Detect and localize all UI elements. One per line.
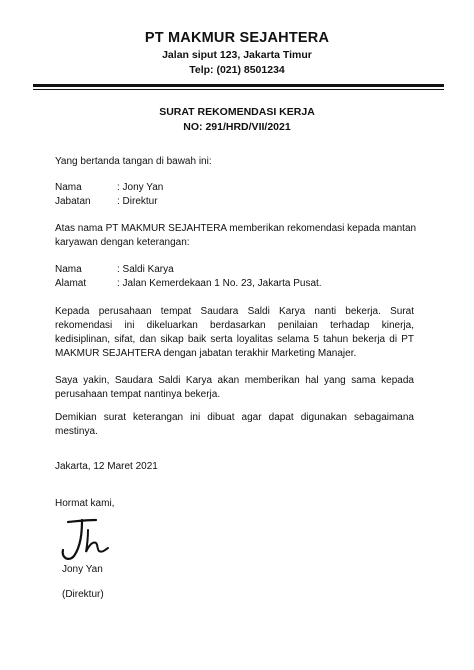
recommendation-intro-line-1: Atas nama PT MAKMUR SEJAHTERA memberikan rekomendasi kepada mantan — [55, 223, 417, 234]
letterhead-divider-thin — [33, 89, 444, 90]
body-paragraph-3: Demikian surat keterangan ini dibuat agar dapat digunakan sebagaimana mestinya. — [55, 412, 414, 437]
document-title: SURAT REKOMENDASI KERJA — [159, 106, 315, 118]
employee-name-label: Nama — [55, 264, 82, 275]
employee-address-label: Alamat — [55, 278, 87, 289]
document-number: NO: 291/HRD/VII/2021 — [183, 121, 291, 133]
signer-name-value: : Jony Yan — [117, 182, 164, 193]
handwritten-signature — [52, 518, 112, 563]
signer-position-value: : Direktur — [117, 196, 158, 207]
signer-position-label: Jabatan — [55, 196, 91, 207]
employee-name-value: : Saldi Karya — [117, 264, 174, 275]
employee-address-value: : Jalan Kemerdekaan 1 No. 23, Jakarta Pusat. — [117, 278, 322, 289]
company-address: Jalan siput 123, Jakarta Timur — [162, 49, 312, 61]
intro-text: Yang bertanda tangan di bawah ini: — [55, 156, 212, 167]
signer-name: Jony Yan — [62, 564, 103, 575]
signer-position: (Direktur) — [62, 589, 104, 600]
company-name: PT MAKMUR SEJAHTERA — [144, 30, 330, 46]
place-date: Jakarta, 12 Maret 2021 — [55, 461, 158, 472]
body-paragraph-1: Kepada perusahaan tempat Saudara Saldi Karya nanti bekerja. Surat rekomendasi ini dikeluarkan berdasarkan penilaian terhadap kinerja, kedisiplinan, sifat, dan sikap baik serta loyalitas selama 5 tahun bekerja di PT MAKMUR SEJAHTERA dengan jabatan terakhir Marketing Manajer. — [55, 306, 414, 359]
recommendation-intro-line-2: karyawan dengan keterangan: — [55, 237, 190, 248]
signer-name-label: Nama — [55, 182, 82, 193]
body-paragraph-2: Saya yakin, Saudara Saldi Karya akan memberikan hal yang sama kepada perusahaan tempat nantinya bekerja. — [55, 375, 414, 400]
letterhead-divider-thick — [33, 84, 444, 87]
company-phone: Telp: (021) 8501234 — [189, 64, 285, 76]
closing-text: Hormat kami, — [55, 498, 115, 509]
